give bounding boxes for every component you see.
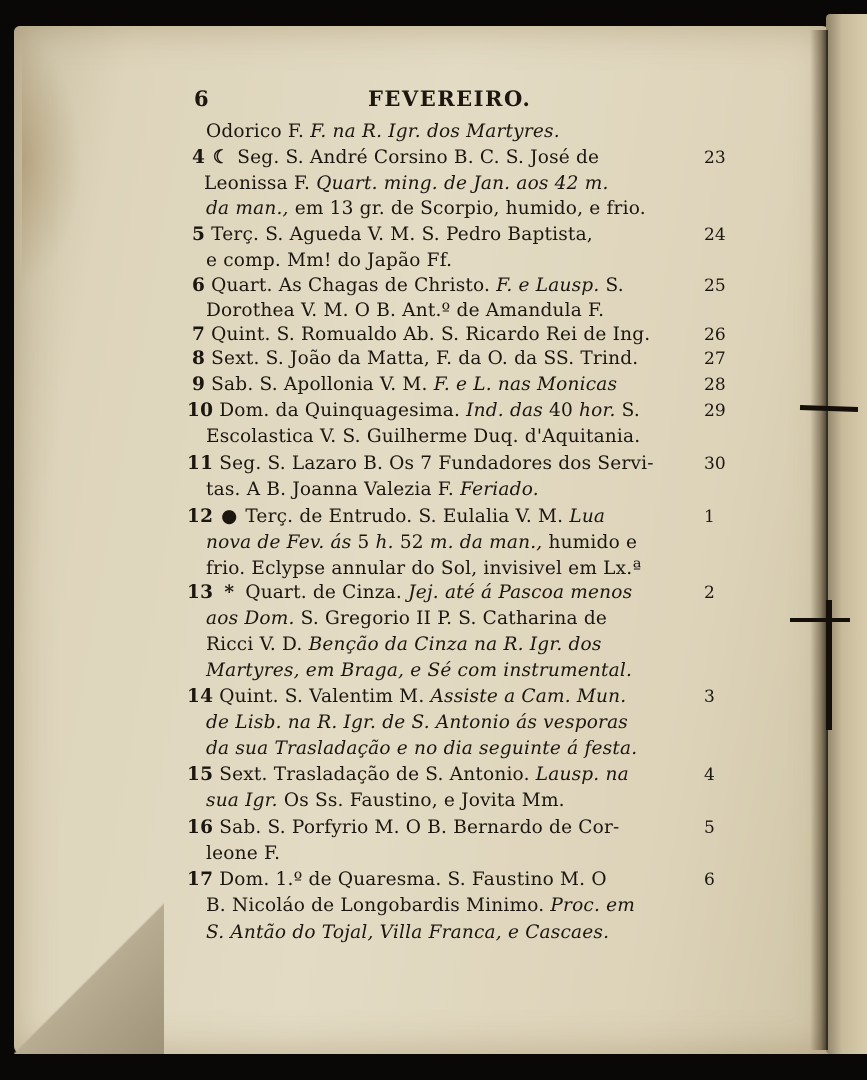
day-number: 7 [192, 324, 206, 345]
italic-text: Ind. das [466, 400, 543, 421]
right-margin-number: 26 [704, 325, 726, 345]
italic-text: F. e L. nas Monicas [433, 374, 618, 395]
calendar-continuation-line: Leonissa F. Quart. ming. de Jan. aos 42 m. [204, 173, 609, 194]
calendar-entry-line: 5 Terç. S. Agueda V. M. S. Pedro Baptista, [192, 224, 593, 245]
calendar-entry-line: 16 Sab. S. Porfyrio M. O B. Bernardo de Cor- [187, 817, 620, 838]
calendar-entry-line: 4 ☾ Seg. S. André Corsino B. C. S. José de [192, 145, 599, 171]
right-margin-number: 2 [704, 583, 715, 603]
italic-text: hor. [579, 400, 616, 421]
calendar-continuation-line: Odorico F. F. na R. Igr. dos Martyres. [206, 121, 560, 142]
calendar-entry-line: 11 Seg. S. Lazaro B. Os 7 Fundadores dos Servi- [187, 453, 654, 474]
right-margin-number: 6 [704, 870, 715, 890]
calendar-entry-line: 15 Sext. Trasladação de S. Antonio. Lausp. na [187, 764, 629, 785]
calendar-continuation-line: frio. Eclypse annular do Sol, invisivel em Lx.ª [206, 558, 642, 579]
italic-text: da sua Trasladação e no dia seguinte á festa. [206, 738, 638, 759]
italic-text: Feriado. [460, 479, 539, 500]
day-number: 11 [187, 453, 214, 474]
calendar-continuation-line: Ricci V. D. Benção da Cinza na R. Igr. dos [206, 634, 602, 655]
italic-text: nova de Fev. ás [206, 532, 352, 553]
day-number: 13 [187, 582, 214, 603]
right-margin-number: 3 [704, 687, 715, 707]
italic-text: Assiste a Cam. Mun. [430, 686, 627, 707]
italic-text: S. Antão do Tojal, Villa Franca, [206, 922, 502, 943]
calendar-continuation-line: aos Dom. S. Gregorio II P. S. Catharina de [206, 608, 608, 629]
calendar-continuation-line: B. Nicoláo de Longobardis Minimo. Proc. em [206, 895, 636, 916]
italic-text: Benção da Cinza na R. Igr. dos [308, 634, 602, 655]
italic-text: aos Dom. [206, 608, 295, 629]
right-margin-number: 5 [704, 818, 715, 838]
calendar-entry-line: 12 ● Terç. de Entrudo. S. Eulalia V. M. Lua [187, 504, 605, 530]
calendar-continuation-line: e comp. Mm! do Japão Ff. [206, 250, 453, 271]
italic-text: F. e Lausp. [496, 275, 600, 296]
calendar-entry-line: 9 Sab. S. Apollonia V. M. F. e L. nas Monicas [192, 374, 618, 395]
binding-thread [790, 618, 850, 622]
moon-phase-icon: ☾ [212, 147, 230, 168]
calendar-entry-line: 8 Sext. S. João da Matta, F. da O. da SS. Trind. [192, 348, 639, 369]
right-margin-number: 23 [704, 148, 726, 168]
italic-text: m. da man., [429, 532, 543, 553]
day-number: 9 [192, 374, 206, 395]
right-margin-number: 4 [704, 765, 715, 785]
day-number: 15 [187, 764, 214, 785]
right-margin-number: 24 [704, 225, 726, 245]
right-margin-number: 1 [704, 507, 715, 527]
right-margin-number: 27 [704, 349, 726, 369]
day-number: 14 [187, 686, 214, 707]
italic-text: e Cascaes. [507, 922, 610, 943]
calendar-continuation-line [206, 710, 628, 736]
italic-text: Proc. em [550, 895, 636, 916]
calendar-continuation-line: da man., em 13 gr. de Scorpio, humido, e frio. [206, 198, 646, 219]
page-gutter [810, 30, 828, 1050]
calendar-continuation-line: leone F. [206, 843, 281, 864]
calendar-continuation-line: Dorothea V. M. O B. Ant.º de Amandula F. [206, 300, 605, 321]
next-page-edge [826, 14, 867, 1054]
calendar-entry-line: 13 * Quart. de Cinza. Jej. até á Pascoa menos [187, 580, 632, 606]
day-number: 6 [192, 275, 206, 296]
asterisk-icon: * [224, 582, 235, 603]
right-margin-number: 28 [704, 375, 726, 395]
calendar-entry-line: 10 Dom. da Quinquagesima. Ind. das 40 hor. S. [187, 400, 640, 421]
right-margin-number: 25 [704, 276, 726, 296]
worn-page-corner [14, 900, 164, 1054]
right-margin-number: 29 [704, 401, 726, 421]
day-number: 4 [192, 147, 206, 168]
calendar-continuation-line: nova de Fev. ás 5 h. 52 m. da man., humido e [206, 532, 638, 553]
italic-text: h. [375, 532, 394, 553]
day-number: 8 [192, 348, 206, 369]
page-title: FEVEREIRO. [368, 86, 532, 111]
italic-text: Lausp. na [535, 764, 629, 785]
calendar-continuation-line: Escolastica V. S. Guilherme Duq. d'Aquitania. [206, 426, 641, 447]
day-number: 16 [187, 817, 214, 838]
calendar-continuation-line [206, 920, 609, 946]
calendar-continuation-line [206, 658, 632, 684]
calendar-entry-line: 6 Quart. As Chagas de Christo. F. e Lausp. S. [192, 275, 624, 296]
calendar-entry-line: 14 Quint. S. Valentim M. Assiste a Cam. Mun. [187, 686, 627, 707]
right-margin-number: 30 [704, 454, 726, 474]
italic-text: sua Igr. [206, 790, 278, 811]
italic-text: da man., [206, 198, 289, 219]
calendar-entry-line: 17 Dom. 1.º de Quaresma. S. Faustino M. O [187, 869, 607, 890]
day-number: 17 [187, 869, 214, 890]
day-number: 5 [192, 224, 206, 245]
day-number: 10 [187, 400, 214, 421]
page-number: 6 [194, 86, 209, 111]
italic-text: Lua [569, 506, 606, 527]
calendar-entry-line: 7 Quint. S. Romualdo Ab. S. Ricardo Rei de Ing. [192, 324, 651, 345]
calendar-continuation-line [206, 736, 637, 762]
moon-phase-icon: ● [221, 506, 238, 527]
italic-text: Quart. ming. de Jan. aos 42 m. [316, 173, 609, 194]
calendar-continuation-line: tas. A B. Joanna Valezia F. Feriado. [206, 479, 539, 500]
italic-text: de Lisb. na R. Igr. de S. Antonio ás vesporas [206, 712, 628, 733]
page-stain [22, 35, 82, 285]
calendar-continuation-line: sua Igr. Os Ss. Faustino, e Jovita Mm. [206, 790, 565, 811]
italic-text: Martyres, em Braga, e Sé com instrumental. [206, 660, 633, 681]
italic-text: F. na R. Igr. dos Martyres. [310, 121, 560, 142]
day-number: 12 [187, 506, 214, 527]
italic-text: Jej. até á Pascoa menos [408, 582, 633, 603]
